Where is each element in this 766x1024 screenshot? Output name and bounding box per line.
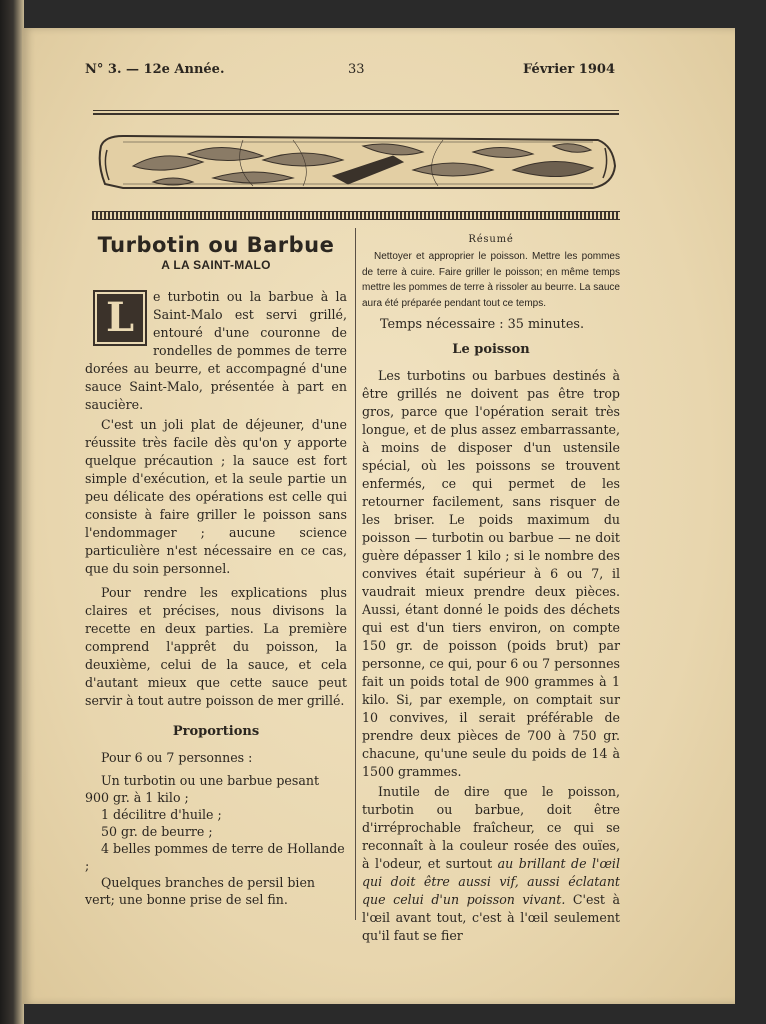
ingredient-line: 4 belles pommes de terre de Hollande ; [85, 841, 345, 873]
resume-heading: Résumé [468, 234, 514, 245]
article-title: Turbotin ou Barbue [97, 233, 335, 257]
paragraph-text: Inutile de dire que le poisson, turbotin ou barbue, doit être d'irréprochable fraîcheur, ce qui se reconnaît à la couleur rosée des ouïes, à l'odeur, et surtout [362, 784, 620, 871]
paragraph: C'est un joli plat de déjeuner, d'une réussite très facile dès qu'on y apporte quelque précaution ; la sauce est fort simple d'exécution, et la seule partie un peu délicate des opérations est celle qui consiste à faire griller le poisson sans l'endommager ; aucune science particulière n'est nécessaire en ce cas, que du soin personnel. [85, 417, 347, 576]
time-required: Temps nécessaire : 35 minutes. [380, 317, 585, 332]
book-spine [0, 0, 24, 1024]
ingredient-line: Un turbotin ou une barbue pesant 900 gr. à 1 kilo ; [85, 773, 320, 805]
ingredient-line: 1 décilitre d'huile ; [101, 807, 222, 822]
ingredient-line: Quelques branches de persil bien vert; une bonne prise de sel fin. [85, 875, 316, 907]
poisson-heading: Le poisson [452, 342, 530, 357]
italic-text: au brillant de l'œil qui doit être aussi vif, aussi éclatant que celui d'un poisson vivant. [362, 856, 620, 907]
header-rule-thin [93, 110, 619, 111]
proportions-heading: Proportions [172, 724, 260, 739]
dropcap-letter: L [105, 294, 135, 341]
page-header [85, 62, 615, 82]
ingredient-line: 50 gr. de beurre ; [101, 824, 213, 839]
ingredient-line: Pour 6 ou 7 personnes : [101, 750, 253, 765]
ornamental-rule [92, 211, 620, 220]
right-column [362, 234, 620, 945]
issue-number: N° 3. — 12e Année. [85, 62, 225, 77]
resume-text: Nettoyer et approprier le poisson. Mettre les pommes de terre à cuire. Faire griller le poisson; en même temps mettre les pommes de terre à rissoler au beurre. La sauce aura été préparée pendant tout ce temps. [362, 251, 620, 309]
header-rule-thick [93, 113, 619, 115]
intro-paragraph: e turbotin ou la barbue à la Saint-Malo est servi grillé, entouré d'une couronne de rondelles de pommes de terre dorées au beurre, et accompagné d'une sauce Saint-Malo, présentée à part en saucière. [85, 289, 347, 412]
dropcap-ornament [93, 290, 147, 346]
article-subtitle: A LA SAINT-MALO [161, 258, 271, 272]
paragraph: Pour rendre les explications plus claires et précises, nous divisons la recette en deux parties. La première comprend l'apprêt du poisson, la deuxième, celui de la sauce, et cela d'autant mieux que cette sauce peut servir à tout autre poisson de mer grillé. [85, 585, 347, 708]
paragraph: Les turbotins ou barbues destinés à être grillés ne doivent pas être trop gros, parce que l'opération serait très longue, et de plus assez embarrassante, à moins de disposer d'un ustensile spécial, où les poissons se trouvent enfermés, ce qui permet de les retourner facilement, sans risquer de les briser. Le poids maximum du poisson — turbotin ou barbue — ne doit guère dépasser 1 kilo ; si le nombre des convives était supérieur à 6 ou 7, il vaudrait mieux prendre deux pièces. Aussi, étant donné le poids des déchets qui est d'un tiers environ, on compte 150 gr. de poisson (poids brut) par personne, ce qui, pour 6 ou 7 personnes fait un poids total de 900 grammes à 1 kilo. Si, par exemple, on comptait sur 10 convives, il serait préférable de prendre deux pièces de 700 à 750 gr. chacune, qu'une seule du poids de 14 à 1500 grammes. [362, 368, 620, 779]
fish-banner-icon [93, 126, 619, 202]
column-divider [355, 228, 356, 920]
left-column [85, 232, 347, 908]
paragraph [362, 783, 620, 945]
issue-date: Février 1904 [523, 62, 615, 77]
paragraph-text: C'est à l'œil avant tout, c'est à l'œil seulement qu'il faut se fier [362, 892, 621, 943]
page-number: 33 [348, 62, 365, 77]
